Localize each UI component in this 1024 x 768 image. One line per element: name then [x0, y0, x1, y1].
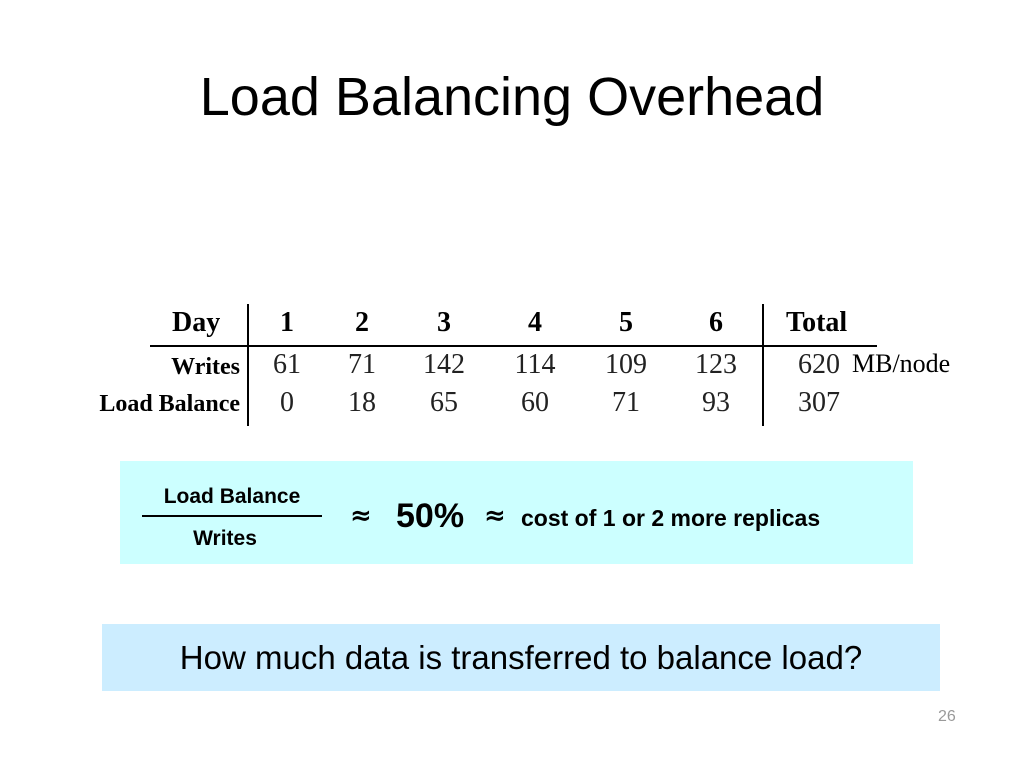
approx-symbol: ≈	[350, 501, 372, 531]
table-header-day-2: 2	[355, 307, 369, 338]
row-label-load-balance: Load Balance	[99, 391, 240, 417]
table-header-total: Total	[786, 307, 848, 338]
table-cell: 71	[348, 349, 376, 380]
slide-title: Load Balancing Overhead	[199, 67, 825, 127]
formula-conclusion: cost of 1 or 2 more replicas	[521, 505, 821, 531]
fraction-denominator: Writes	[193, 527, 257, 550]
question-text: How much data is transferred to balance load?	[179, 639, 863, 676]
fraction-bar	[142, 515, 322, 517]
table-cell: 61	[273, 349, 301, 380]
table-header-day-5: 5	[619, 307, 633, 338]
table-cell: 60	[521, 387, 549, 418]
row-label-writes: Writes	[171, 354, 240, 380]
percent-value: 50%	[396, 497, 465, 535]
table-cell: 142	[423, 349, 465, 380]
table-header-day-6: 6	[709, 307, 723, 338]
table-cell: 123	[695, 349, 737, 380]
question-box	[102, 624, 940, 691]
table-cell: 114	[514, 349, 556, 380]
unit-label: MB/node	[852, 349, 951, 378]
page-number: 26	[938, 708, 956, 725]
table-header-day-4: 4	[528, 307, 542, 338]
table-total-divider	[762, 304, 764, 426]
table-cell: 71	[612, 387, 640, 418]
table-cell-total: 307	[798, 387, 840, 418]
table-header-rule	[150, 345, 877, 347]
table-header-day: Day	[172, 307, 221, 338]
fraction-numerator: Load Balance	[163, 485, 301, 508]
table-cell: 0	[280, 387, 294, 418]
table-cell: 18	[348, 387, 376, 418]
table-header-day-1: 1	[280, 307, 294, 338]
table-label-divider	[247, 304, 249, 426]
table-cell: 65	[430, 387, 458, 418]
approx-symbol-2: ≈	[484, 501, 506, 531]
table-header-day-3: 3	[437, 307, 451, 338]
table-cell: 109	[605, 349, 647, 380]
table-cell-total: 620	[798, 349, 840, 380]
table-cell: 93	[702, 387, 730, 418]
